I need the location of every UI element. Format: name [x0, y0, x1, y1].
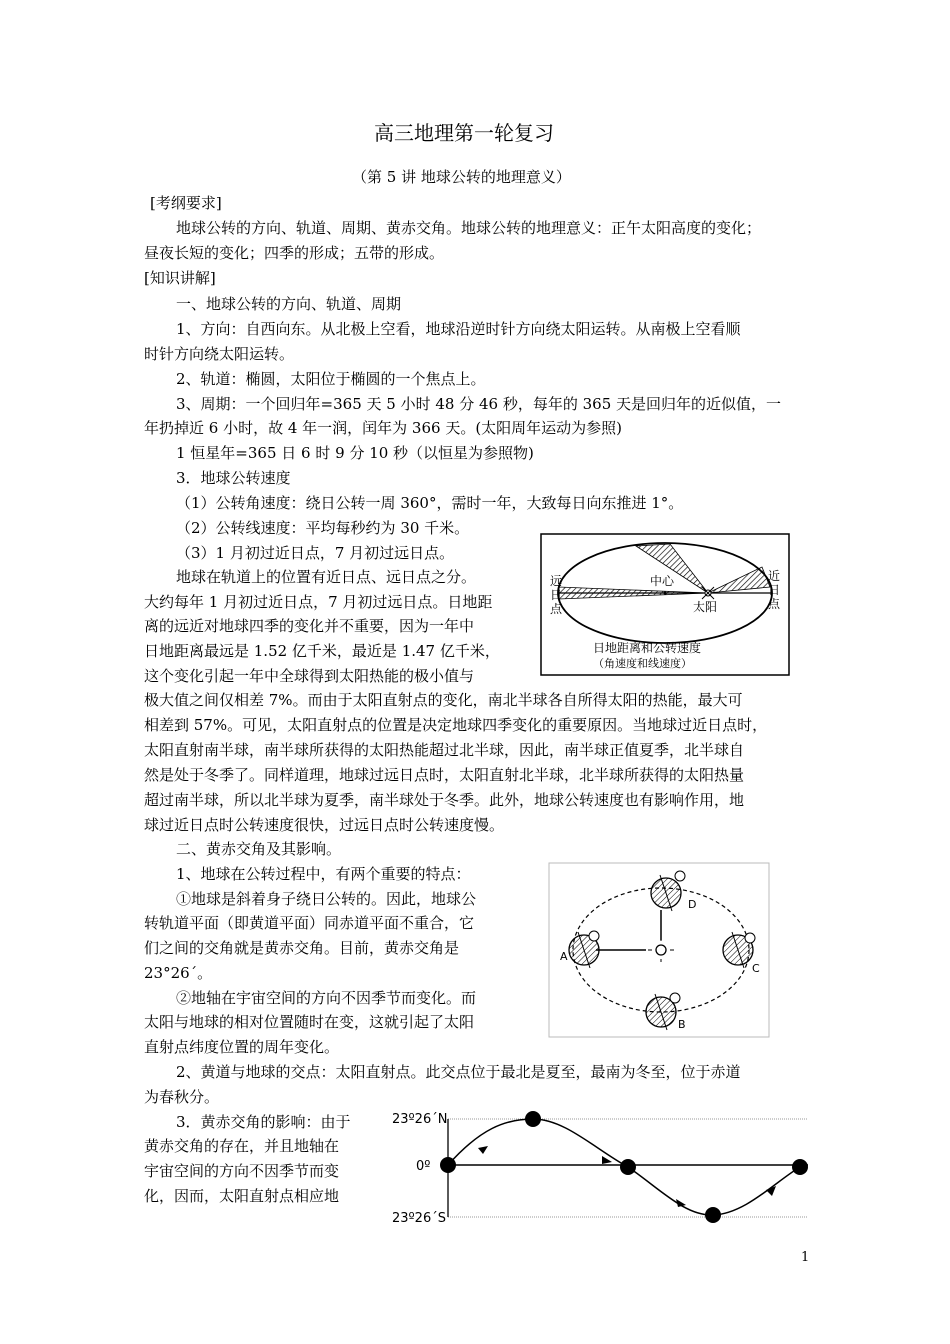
paragraph-line: 日地距离最远是 1.52 亿千米，最近是 1.47 亿千米，	[144, 642, 500, 660]
paragraph-line: 时针方向绕太阳运转。	[144, 345, 295, 363]
paragraph-line: 超过南半球，所以北半球为夏季，南半球处于冬季。此外，地球公转速度也有影响作用，地	[144, 791, 745, 809]
paragraph-line: 大约每年 1 月初过近日点，7 月初过远日点。日地距	[144, 593, 493, 611]
paragraph-line: 一、地球公转的方向、轨道、周期	[176, 295, 402, 313]
paragraph-line: 1、方向：自西向东。从北极上空看，地球沿逆时针方向绕太阳运转。从南极上空看顺	[176, 320, 741, 338]
page-subtitle: （第 5 讲 地球公转的地理意义）	[352, 168, 571, 186]
paragraph-line: ②地轴在宇宙空间的方向不因季节而变化。而	[176, 989, 477, 1007]
paragraph-line: 化，因而，太阳直射点相应地	[144, 1187, 340, 1205]
point-march-next	[792, 1159, 808, 1175]
paragraph-line: （2）公转线速度：平均每秒约为 30 千米。	[176, 519, 470, 537]
label-23n: 23º26´N	[392, 1112, 448, 1127]
label-23s: 23º26´S	[392, 1211, 446, 1226]
paragraph-line: 2、轨道：椭圆，太阳位于椭圆的一个焦点上。	[176, 370, 486, 388]
paragraph-line: 地球公转的方向、轨道、周期、黄赤交角。地球公转的地理意义：正午太阳高度的变化；	[176, 219, 762, 237]
label-equator: 0º	[416, 1159, 431, 1174]
label-near-1: 近	[768, 569, 781, 583]
label-far-2: 日	[550, 588, 563, 602]
paragraph-line: 宇宙空间的方向不因季节而变	[144, 1162, 340, 1180]
paragraph-line: 2、黄道与地球的交点：太阳直射点。此交点位于最北是夏至，最南为冬至，位于赤道	[176, 1063, 741, 1081]
paragraph-line: 为春秋分。	[144, 1088, 220, 1106]
paragraph-line: 这个变化引起一年中全球得到太阳热能的极小值与	[144, 667, 475, 685]
paragraph-line: 直射点纬度位置的周年变化。	[144, 1038, 340, 1056]
paragraph-line: 黄赤交角的存在，并且地轴在	[144, 1137, 340, 1155]
arrow-3	[676, 1199, 686, 1207]
orbit-distance-figure	[540, 533, 790, 676]
arrow-1	[478, 1146, 488, 1154]
label-a: A	[560, 950, 568, 963]
center-dot	[664, 592, 667, 595]
label-sun: 太阳	[693, 600, 718, 614]
caption-line-2: （角速度和线速度）	[593, 657, 692, 670]
label-far-1: 远	[550, 574, 563, 588]
paragraph-line: 转轨道平面（即黄道平面）同赤道平面不重合，它	[144, 914, 475, 932]
revolution-figure	[548, 862, 770, 1038]
paragraph-line: 3、周期：一个回归年=365 天 5 小时 48 分 46 秒，每年的 365 天是回归年的近似值，一	[176, 395, 782, 413]
paragraph-line: 太阳直射南半球，南半球所获得的太阳热能超过北半球，因此，南半球正值夏季，北半球自	[144, 741, 745, 759]
paragraph-line: 23°26ˊ。	[144, 964, 213, 982]
paragraph-line: 二、黄赤交角及其影响。	[176, 840, 342, 858]
paragraph-line: 相差到 57%。可见，太阳直射点的位置是决定地球四季变化的重要原因。当地球过近日点时，	[144, 716, 768, 734]
label-c: C	[752, 962, 760, 975]
paragraph-line: 们之间的交角就是黄赤交角。目前，黄赤交角是	[144, 939, 460, 957]
label-center: 中心	[650, 574, 675, 588]
paragraph-line: 地球在轨道上的位置有近日点、远日点之分。	[176, 568, 477, 586]
caption-line-1: 日地距离和公转速度	[593, 641, 702, 655]
label-far-3: 点	[550, 602, 563, 616]
paragraph-line: 太阳与地球的相对位置随时在变，这就引起了太阳	[144, 1013, 475, 1031]
paragraph-line: 年扔掉近 6 小时，故 4 年一润，闰年为 366 天。(太阳周年运动为参照)	[144, 419, 623, 437]
paragraph-line: 然是处于冬季了。同样道理，地球过远日点时，太阳直射北半球，北半球所获得的太阳热量	[144, 766, 745, 784]
paragraph-line: ①地球是斜着身子绕日公转的。因此，地球公	[176, 890, 477, 908]
paragraph-line: （1）公转角速度：绕日公转一周 360°，需时一年，大致每日向东推进 1°。	[176, 494, 684, 512]
subsolar-sine-figure	[380, 1104, 812, 1228]
label-near-2: 日	[768, 583, 781, 597]
label-near-3: 点	[768, 597, 781, 611]
paragraph-line: [考纲要求]	[150, 194, 222, 212]
page-number: 1	[801, 1250, 810, 1265]
paragraph-line: 球过近日点时公转速度很快，过远日点时公转速度慢。	[144, 816, 505, 834]
point-june	[525, 1111, 541, 1127]
paragraph-line: 1、地球在公转过程中，有两个重要的特点：	[176, 865, 471, 883]
paragraph-line: [知识讲解]	[144, 269, 216, 287]
page-title: 高三地理第一轮复习	[374, 121, 554, 145]
label-b: B	[678, 1018, 686, 1031]
paragraph-line: 昼夜长短的变化；四季的形成；五带的形成。	[144, 244, 445, 262]
label-d: D	[688, 898, 697, 911]
point-december	[705, 1207, 721, 1223]
paragraph-line: 1 恒星年=365 日 6 时 9 分 10 秒（以恒星为参照物)	[176, 444, 534, 462]
paragraph-line: （3）1 月初过近日点，7 月初过远日点。	[176, 544, 455, 562]
point-september	[620, 1159, 636, 1175]
paragraph-line: 离的远近对地球四季的变化并不重要，因为一年中	[144, 617, 475, 635]
paragraph-line: 3．黄赤交角的影响：由于	[176, 1113, 351, 1131]
paragraph-line: 3．地球公转速度	[176, 469, 291, 487]
point-march	[440, 1157, 456, 1173]
paragraph-line: 极大值之间仅相差 7%。而由于太阳直射点的变化，南北半球各自所得太阳的热能，最大可	[144, 691, 743, 709]
